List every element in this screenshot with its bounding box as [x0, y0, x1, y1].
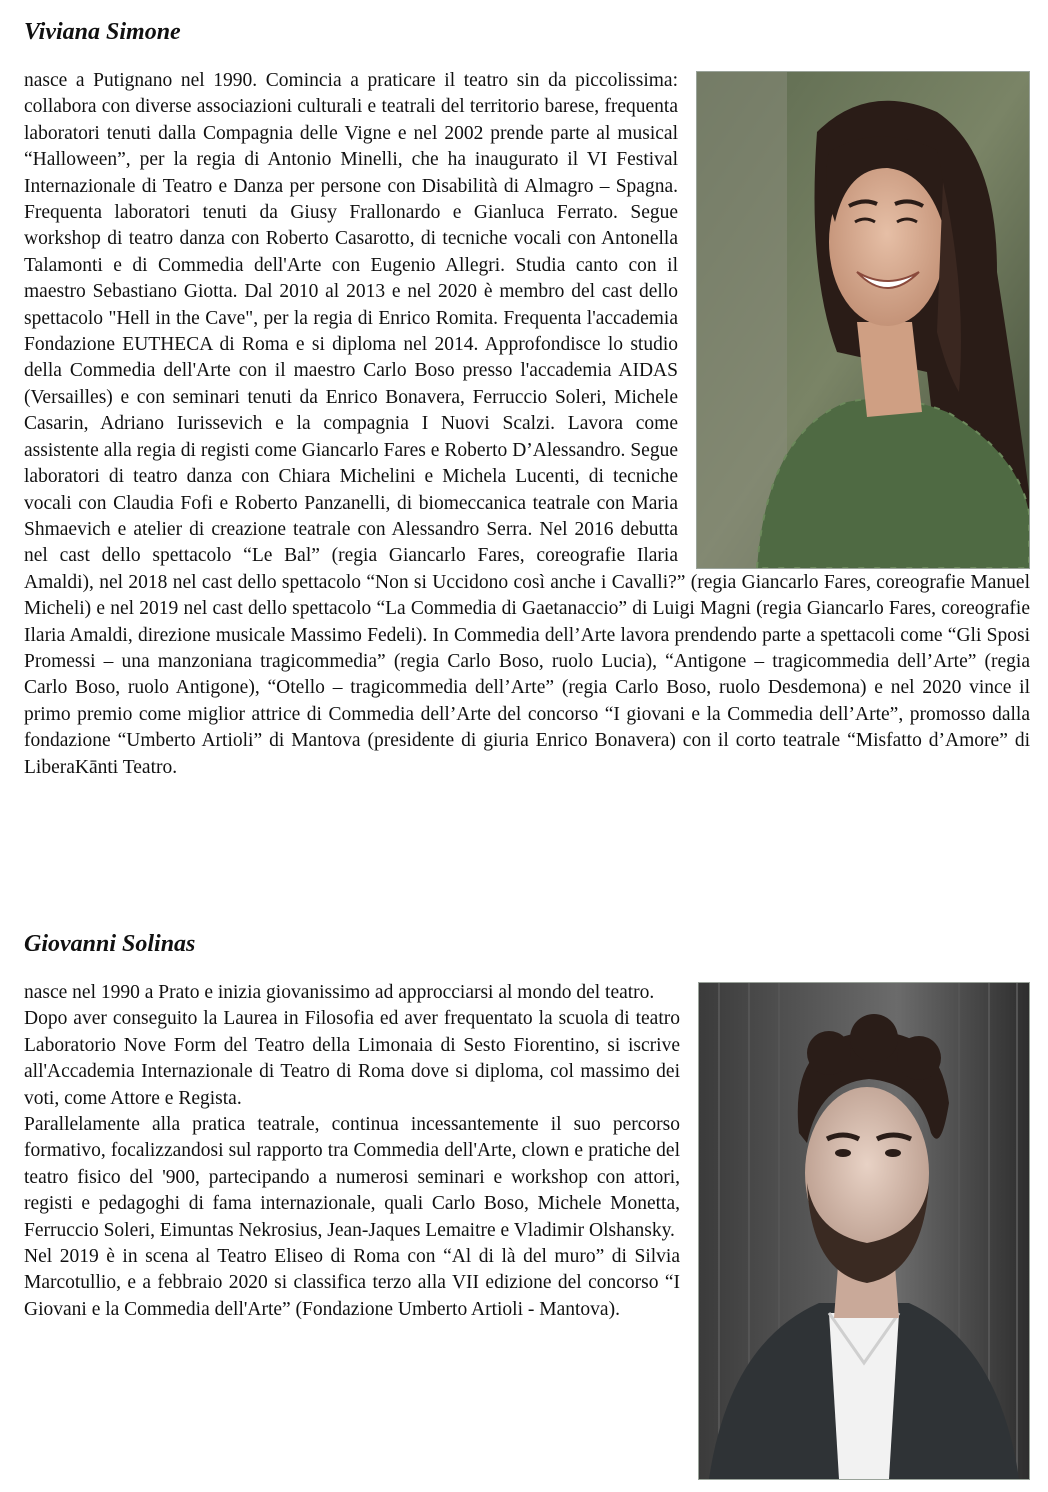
portrait-photo-icon	[696, 71, 1030, 569]
profile-bio	[24, 980, 1030, 1323]
profile-bio	[24, 68, 1030, 781]
bio-paragraph: Nel 2019 è in scena al Teatro Eliseo di Roma con “Al di là del muro” di Silvia Marcotullio, e a febbraio 2020 si classifica terzo alla VII edizione del concorso “I Giovani e la Commedia dell'Arte” (Fondazione Umberto Artioli - Mantova).	[24, 1246, 680, 1320]
bio-paragraph: Parallelamente alla pratica teatrale, continua incessantemente il suo percorso formativo, focalizzandosi sul rapporto tra Commedia dell'Arte, clown e pratiche del teatro fisico del '900, partecipando a numerosi seminari e workshop con attori, registi e pedagoghi di fama internazionale, quali Carlo Boso, Michele Monetta, Ferruccio Soleri, Eimuntas Nekrosius, Jean-Jaques Lemaitre e Vladimir Olshansky.	[24, 1114, 680, 1241]
profile-giovanni-solinas	[24, 930, 1030, 1480]
profile-name: Giovanni Solinas	[24, 931, 196, 957]
profile-viviana-simone	[24, 18, 1030, 781]
bio-paragraph: nasce nel 1990 a Prato e inizia giovanissimo ad approcciarsi al mondo del teatro.	[24, 982, 655, 1003]
portrait-photo-icon	[698, 982, 1030, 1480]
bio-paragraph: Dopo aver conseguito la Laurea in Filosofia ed aver frequentato la scuola di teatro Laboratorio Nove Form del Teatro della Limonaia di Sesto Fiorentino, si iscrive all'Accademia Internazionale di Teatro di Roma dove si diploma, col massimo dei voti, come Attore e Regista.	[24, 1008, 680, 1109]
bio-paragraph: nasce a Putignano nel 1990. Comincia a praticare il teatro sin da piccolissima: collabora con diverse associazioni culturali e teatrali del territorio barese, frequenta laboratori tenuti dalla Compagnia delle Vigne e nel 2002 prende parte al musical “Halloween”, per la regia di Antonio Minelli, che ha inaugurato il VI Festival Internazionale di Teatro e Danza per persone con Disabilità di Almagro – Spagna. Frequenta laboratori tenuti da Giusy Frallonardo e Gianluca Ferrato. Segue workshop di teatro danza con Roberto Casarotto, di tecniche vocali con Antonella Talamonti e di Commedia dell'Arte con Eugenio Allegri. Studia canto con il maestro Sebastiano Giotta. Dal 2010 al 2013 e nel 2020 è membro del cast dello spettacolo "Hell in the Cave", per la regia di Enrico Romita. Frequenta l'accademia Fondazione EUTHECA di Roma e si diploma nel 2014. Approfondisce lo studio della Commedia dell'Arte con il maestro Carlo Boso presso l'accademia AIDAS (Versailles) e con seminari tenuti da Enrico Bonavera, Ferruccio Soleri, Michele Casarin, Adriano Iurissevich e la compagnia I Nuovi Scalzi. Lavora come assistente alla regia di registi come Giancarlo Fares e Roberto D’Alessandro. Segue laboratori di teatro danza con Chiara Michelini e Michela Lucenti, di tecniche vocali con Claudia Fofi e Roberto Panzanelli, di biomeccanica teatrale con Maria Shmaevich e atelier di creazione teatrale con Alessandro Serra. Nel 2016 debutta nel cast dello spettacolo “Le Bal” (regia Giancarlo Fares, coreografie Ilaria Amaldi), nel 2018 nel cast dello spettacolo “Non si Uccidono così anche i Cavalli?” (regia Giancarlo Fares, coreografie Manuel Micheli) e nel 2019 nel cast dello spettacolo “La Commedia di Gaetanaccio” di Luigi Magni (regia Giancarlo Fares, coreografie Ilaria Amaldi, direzione musicale Massimo Fedeli). In Commedia dell’Arte lavora prendendo parte a spettacoli come “Gli Sposi Promessi – una manzoniana tragicommedia” (regia Carlo Boso, ruolo Lucia), “Antigone – tragicommedia dell’Arte” (regia Carlo Boso, ruolo Antigone), “Otello – tragicommedia dell’Arte” (regia Carlo Boso, ruolo Desdemona) e nel 2020 vince il primo premio come miglior attrice di Commedia dell’Arte del concorso “I giovani e la Commedia dell’Arte”, promosso dalla fondazione “Umberto Artioli” di Mantova (presidente di giuria Enrico Bonavera) con il corto teatrale “Misfatto d’Amore” di LiberaKānti Teatro.	[24, 70, 1030, 778]
profile-name: Viviana Simone	[24, 19, 181, 45]
woman-portrait-icon	[697, 72, 1029, 568]
man-portrait-icon	[699, 983, 1029, 1479]
